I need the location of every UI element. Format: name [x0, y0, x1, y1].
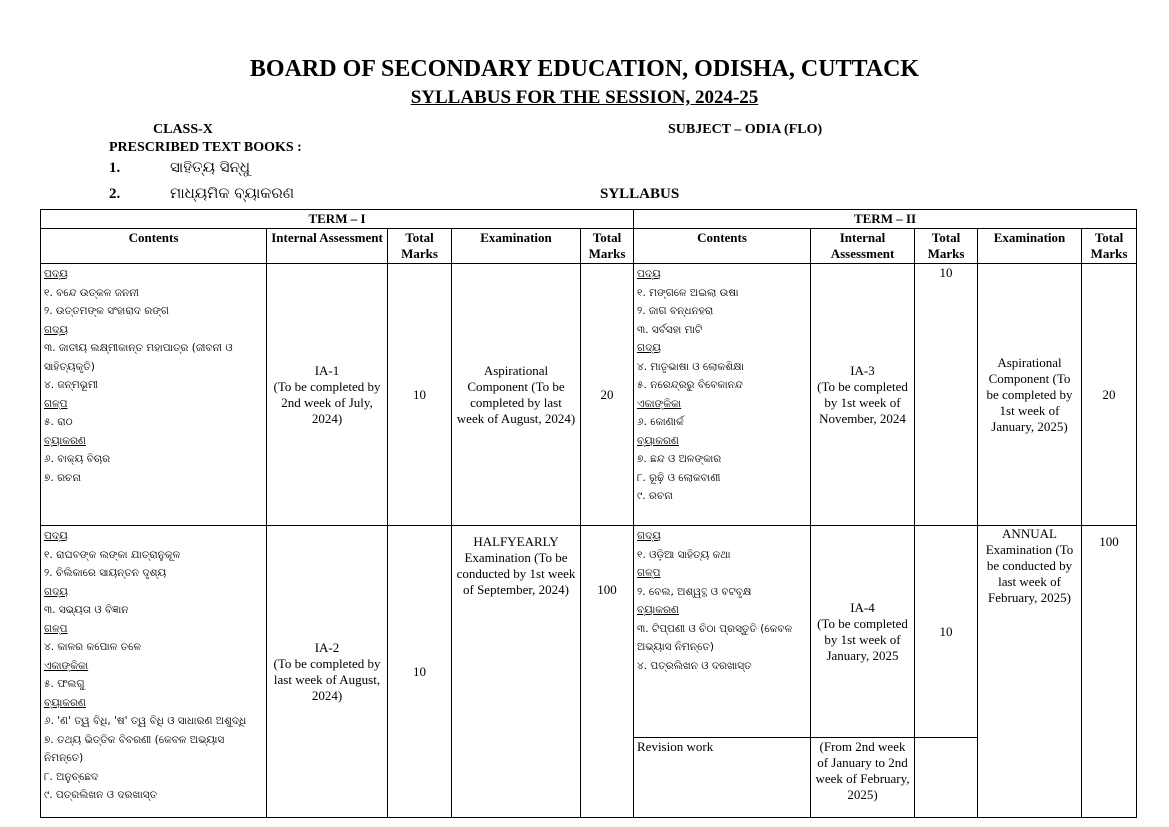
content-item: ପଦ୍ୟ: [44, 268, 68, 280]
t1-block2-contents: [41, 526, 267, 818]
content-item: ୪. ଜନ୍ମଭୂମୀ: [44, 379, 99, 391]
t2-exam1: Aspirational Component (To be completed by 1st week of January, 2025): [978, 264, 1082, 526]
col-internal: Internal Assessment: [267, 229, 388, 264]
content-item: ଗଦ୍ୟ: [44, 585, 68, 598]
content-item: ୩. ଜାତୀୟ ଲକ୍ଷ୍ମୀକାନ୍ତ ମହାପାତ୍ର (ଜୀବନୀ ଓ: [44, 342, 233, 354]
content-item: ୭. ରଚନା: [44, 471, 81, 484]
t2-ia4: IA-4 (To be completed by 1st week of January, 2025: [811, 526, 915, 738]
content-item: ବ୍ୟାକରଣ: [44, 434, 86, 447]
content-item: ୪. କାଳର କପୋଳ ତଳେ: [44, 641, 141, 653]
col-total: Total Marks: [388, 229, 452, 264]
syllabus-table: [40, 209, 1137, 818]
content-item: ୭. ଛନ୍ଦ ଓ ଅଳଙ୍କାର: [637, 453, 722, 465]
content-item: ୮. ଅନୁଚ୍ଛେଦ: [44, 770, 99, 783]
content-item: ବ୍ୟାକରଣ: [44, 696, 86, 709]
content-item: ଗଳ୍ପ: [44, 622, 68, 635]
t1-exam1-marks: 20: [581, 264, 634, 526]
subject-label: SUBJECT – ODIA (FLO): [668, 122, 823, 137]
t2-exam1-marks: 20: [1082, 264, 1137, 526]
content-item: ୩. ସର୍ବସହା ମାଟି: [637, 323, 703, 336]
content-item: ୫. ଫଲଗୁ: [44, 678, 85, 690]
col-total: Total Marks: [915, 229, 978, 264]
t1-exam2: HALFYEARLY Examination (To be conducted by 1st week of September, 2024): [452, 526, 581, 818]
book1-name: ସାହିତ୍ୟ ସିନ୍ଧୁ: [170, 158, 251, 176]
t1-ia1-marks: 10: [388, 264, 452, 526]
content-item: ପଦ୍ୟ: [637, 268, 661, 280]
content-item: ଗଦ୍ୟ: [637, 342, 661, 354]
content-item: ୩. ଟିପ୍ପଣୀ ଓ ଚିଠା ପ୍ରସ୍ତୁତି (କେବଳ: [637, 622, 793, 635]
t1-exam1: Aspirational Component (To be completed by last week of August, 2024): [452, 264, 581, 526]
content-item: ନିମନ୍ତେ): [44, 752, 84, 764]
content-item: ୪. ମାତୃଭାଷା ଓ ଲୋକଶିକ୍ଷା: [637, 360, 744, 373]
content-item: ବ୍ୟାକରଣ: [637, 434, 679, 447]
col-contents: Contents: [634, 229, 811, 264]
content-item: ଗଳ୍ପ: [637, 567, 661, 579]
book1-number: 1.: [109, 160, 121, 176]
content-item: ୨. ଜାଗ ବନ୍ଧନହରା: [637, 305, 714, 317]
revision-marks: [915, 738, 978, 818]
content-item: ୩. ସଭ୍ୟତା ଓ ବିଜ୍ଞାନ: [44, 604, 129, 616]
session-subtitle: SYLLABUS FOR THE SESSION, 2024-25: [410, 87, 759, 108]
content-item: ୨. ଉତ୍ତମଙ୍କ ସଂହାରାଦ ରଙ୍ଗ: [44, 305, 169, 317]
book2-number: 2.: [109, 186, 121, 202]
content-item: ଗଦ୍ୟ: [637, 530, 661, 542]
content-item: ୬. କୋଣାର୍କ: [637, 416, 684, 428]
t2-ia3-marks: 10: [915, 264, 978, 526]
content-item: ଏକାଙ୍କିକା: [44, 659, 89, 672]
col-contents: Contents: [41, 229, 267, 264]
revision-work-label: Revision work: [634, 738, 811, 818]
content-item: ୮. ରୂଢ଼ି ଓ ଲୋକବାଣୀ: [637, 471, 721, 484]
t1-ia2-marks: 10: [388, 526, 452, 818]
content-item: ଗଳ୍ପ: [44, 397, 68, 410]
content-item: ପଦ୍ୟ: [44, 530, 68, 542]
t1-exam2-marks: 100: [581, 526, 634, 818]
content-item: ୫. ନରେନ୍ଦ୍ରରୁ ବିବେକାନନ୍ଦ: [637, 379, 743, 391]
t2-ia4-marks: 10: [915, 526, 978, 738]
t2-block1-contents: [634, 264, 811, 526]
col-total: Total Marks: [581, 229, 634, 264]
content-item: ୧. ଓଡ଼ିଆ ସାହିତ୍ୟ କଥା: [637, 548, 731, 561]
t1-ia1: IA-1 (To be completed by 2nd week of July, 2024): [267, 264, 388, 526]
content-item: ବ୍ୟାକରଣ: [637, 604, 679, 616]
content-item: ୧. ବନ୍ଦେ ଉତ୍କଳ ଜନନୀ: [44, 286, 139, 299]
t2-exam2-marks: 100: [1082, 526, 1137, 818]
content-item: ୬. ବାକ୍ୟ ବିଚାର: [44, 453, 111, 465]
content-item: ୧. ରାଘବଙ୍କ ଲଙ୍କା ଯାତ୍ରାନୁକୂଳ: [44, 548, 181, 561]
prescribed-books-label: PRESCRIBED TEXT BOOKS :: [109, 140, 302, 155]
content-item: ୯. ପତ୍ରଲିଖନ ଓ ଦରଖାସ୍ତ: [44, 789, 158, 801]
content-item: ଅଭ୍ୟାସ ନିମନ୍ତେ): [637, 641, 714, 653]
content-item: ୧. ମଙ୍ଗଳେ ଅଇଲା ଉଷା: [637, 286, 739, 299]
book2-name: ମାଧ୍ୟମିକ ବ୍ୟାକରଣ: [170, 184, 295, 202]
content-item: ଏକାଙ୍କିକା: [637, 397, 682, 410]
t2-block2-contents: [634, 526, 811, 738]
term2-header: TERM – II: [634, 210, 1137, 229]
col-exam: Examination: [978, 229, 1082, 264]
content-item: ୯. ରଚନା: [637, 490, 673, 502]
t1-ia2: IA-2 (To be completed by last week of August, 2024): [267, 526, 388, 818]
content-item: ୪. ପତ୍ରଲିଖନ ଓ ଦରଖାସ୍ତ: [637, 659, 752, 672]
content-item: ୨. ବେଲ, ଅଶ୍ୱତ୍ଥ ଓ ବଟବୃକ୍ଷ: [637, 585, 752, 598]
col-internal: Internal Assessment: [811, 229, 915, 264]
revision-period: (From 2nd week of January to 2nd week of February, 2025): [811, 738, 915, 818]
class-label: CLASS-X: [153, 122, 213, 137]
col-exam: Examination: [452, 229, 581, 264]
t1-block1-contents: [41, 264, 267, 526]
t2-ia3: IA-3 (To be completed by 1st week of November, 2024: [811, 264, 915, 526]
syllabus-label: SYLLABUS: [600, 186, 680, 202]
t2-exam2: ANNUAL Examination (To be conducted by last week of February, 2025): [978, 526, 1082, 818]
content-item: ୫. ରାଠ: [44, 416, 73, 428]
content-item: ୬. 'ଣ' ତ୍ୱ ବିଧି, 'ଷ' ତ୍ୱ ବିଧି ଓ ସାଧାରଣ ଅଶୁଦ୍ଧି: [44, 715, 247, 727]
content-item: ଗଦ୍ୟ: [44, 323, 68, 336]
content-item: ୨. ଚିଲିକାରେ ସାୟନ୍ତନ ଦୃଶ୍ୟ: [44, 567, 167, 579]
content-item: ସାହିତ୍ୟକୃତି): [44, 360, 95, 373]
term1-header: TERM – I: [41, 210, 634, 229]
col-total: Total Marks: [1082, 229, 1137, 264]
content-item: ୭. ତଥ୍ୟ ଭିତ୍ତିକ ବିବରଣୀ (କେବଳ ଅଭ୍ୟାସ: [44, 733, 225, 746]
board-title: BOARD OF SECONDARY EDUCATION, ODISHA, CUTTACK: [249, 56, 920, 82]
